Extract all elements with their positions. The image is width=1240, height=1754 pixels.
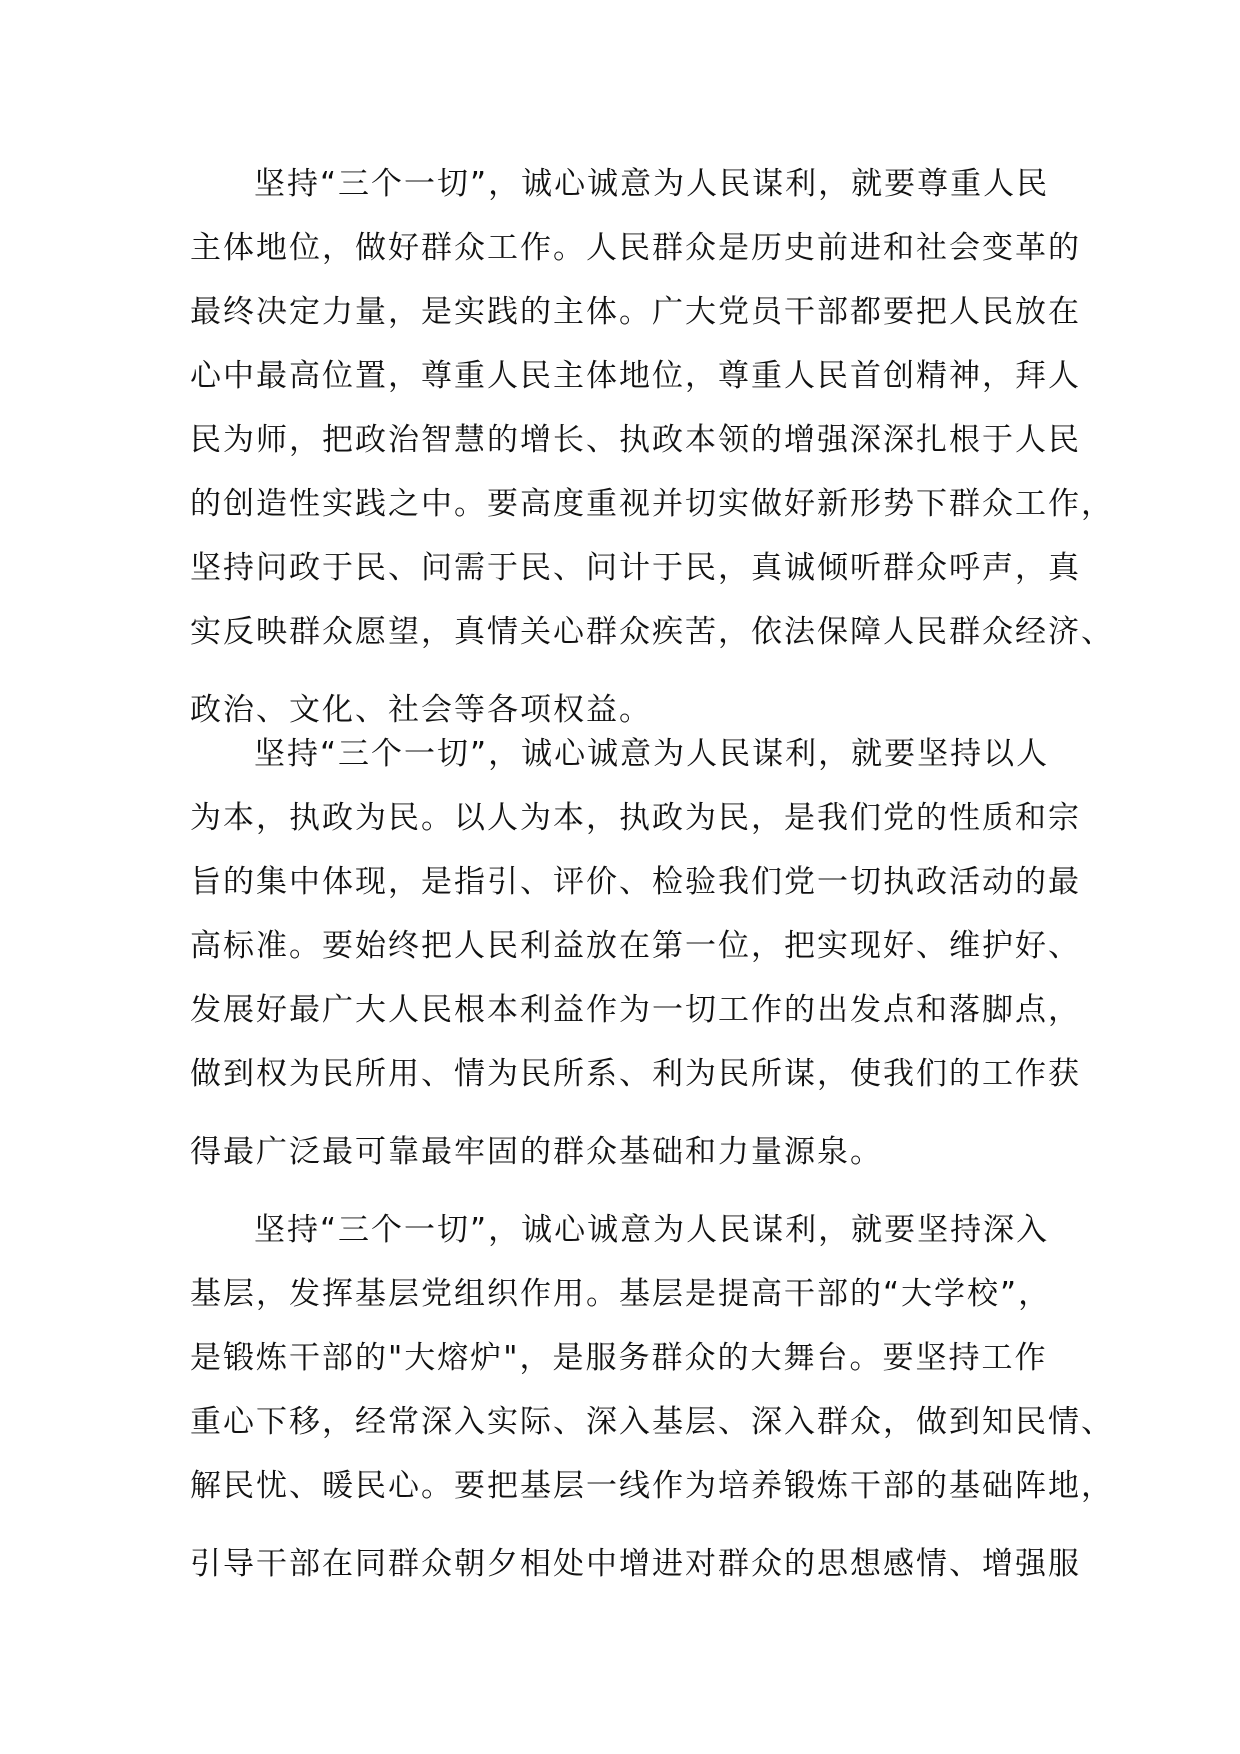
- paragraph-line: 实反映群众愿望，真情关心群众疾苦，依法保障人民群众经济、: [190, 614, 1114, 650]
- paragraph-1: [190, 152, 1114, 742]
- paragraph-line: 坚持“三个一切”，诚心诚意为人民谋利，就要坚持深入: [254, 1212, 1050, 1248]
- paragraph-line: 坚持问政于民、问需于民、问计于民，真诚倾听群众呼声，真: [190, 550, 1081, 586]
- paragraph-line: 心中最高位置，尊重人民主体地位，尊重人民首创精神，拜人: [190, 358, 1081, 394]
- paragraph-line: 为本，执政为民。以人为本，执政为民，是我们党的性质和宗: [190, 800, 1081, 836]
- paragraph-line: 主体地位，做好群众工作。人民群众是历史前进和社会变革的: [190, 230, 1081, 266]
- paragraph-line: 基层，发挥基层党组织作用。基层是提高干部的“大学校”，: [190, 1276, 1052, 1312]
- paragraph-line: 引导干部在同群众朝夕相处中增进对群众的思想感情、增强服: [190, 1546, 1081, 1582]
- paragraph-3: [190, 1198, 1114, 1596]
- paragraph-line: 解民忧、暖民心。要把基层一线作为培养锻炼干部的基础阵地，: [190, 1468, 1114, 1504]
- paragraph-line: 坚持“三个一切”，诚心诚意为人民谋利，就要尊重人民: [254, 166, 1050, 202]
- paragraph-line: 最终决定力量，是实践的主体。广大党员干部都要把人民放在: [190, 294, 1081, 330]
- paragraph-line: 发展好最广大人民根本利益作为一切工作的出发点和落脚点，: [190, 992, 1081, 1028]
- paragraph-line: 重心下移，经常深入实际、深入基层、深入群众，做到知民情、: [190, 1404, 1114, 1440]
- paragraph-line: 旨的集中体现，是指引、评价、检验我们党一切执政活动的最: [190, 864, 1081, 900]
- paragraph-line: 的创造性实践之中。要高度重视并切实做好新形势下群众工作，: [190, 486, 1114, 522]
- paragraph-line: 民为师，把政治智慧的增长、执政本领的增强深深扎根于人民: [190, 422, 1081, 458]
- paragraph-line: 做到权为民所用、情为民所系、利为民所谋，使我们的工作获: [190, 1056, 1081, 1092]
- paragraph-line: 高标准。要始终把人民利益放在第一位，把实现好、维护好、: [190, 928, 1081, 964]
- paragraph-2: [190, 722, 1081, 1184]
- paragraph-line: 得最广泛最可靠最牢固的群众基础和力量源泉。: [190, 1134, 883, 1170]
- paragraph-line: 政治、文化、社会等各项权益。: [190, 692, 652, 728]
- paragraph-line: 是锻炼干部的"大熔炉"，是服务群众的大舞台。要坚持工作: [190, 1340, 1048, 1376]
- paragraph-line: 坚持“三个一切”，诚心诚意为人民谋利，就要坚持以人: [254, 736, 1050, 772]
